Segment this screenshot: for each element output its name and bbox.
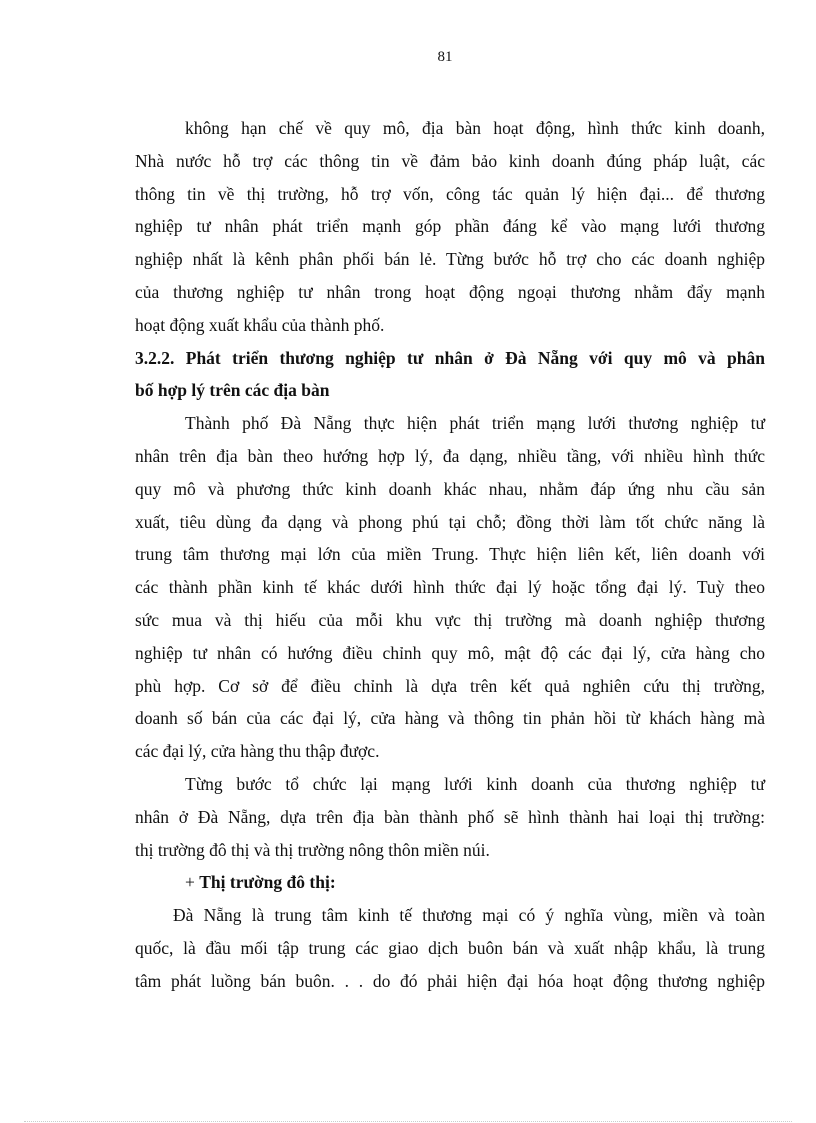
text-line: của thương nghiệp tư nhân trong hoạt động ngoại thương nhằm đẩy mạnh [135, 281, 765, 302]
page-bottom-rule [24, 1121, 792, 1122]
text-line: sức mua và thị hiếu của mỗi khu vực thị trường mà doanh nghiệp thương [135, 609, 765, 630]
paragraph-3 [135, 768, 765, 866]
text-line: không hạn chế về quy mô, địa bàn hoạt động, hình thức kinh doanh, [185, 118, 765, 138]
document-body [135, 112, 765, 998]
subheading-prefix: + [185, 872, 200, 893]
text-line: Thành phố Đà Nẵng thực hiện phát triển mạng lưới thương nghiệp tư [185, 413, 765, 434]
text-line: nghiệp tư nhân có hướng điều chỉnh quy mô, mật độ các đại lý, cửa hàng cho [135, 642, 765, 663]
text-line: trung tâm thương mại lớn của miền Trung. Thực hiện liên kết, liên doanh với [135, 544, 765, 565]
text-line: Nhà nước hỗ trợ các thông tin về đảm bảo kinh doanh đúng pháp luật, các [135, 150, 765, 171]
text-line: nghiệp tư nhân phát triển mạnh góp phần đáng kể vào mạng lưới thương [135, 216, 765, 237]
text-line: tâm phát luồng bán buôn. . . do đó phải hiện đại hóa hoạt động thương nghiệp [135, 970, 765, 991]
text-line: các đại lý, cửa hàng thu thập được. [135, 741, 380, 762]
text-line: hoạt động xuất khẩu của thành phố. [135, 314, 385, 335]
text-line: nhân ở Đà Nẵng, dựa trên địa bàn thành phố sẽ hình thành hai loại thị trường: [135, 806, 765, 827]
paragraph-4 [135, 899, 765, 997]
heading-line: bố hợp lý trên các địa bàn [135, 380, 330, 401]
text-line: quốc, là đầu mối tập trung các giao dịch buôn bán và xuất nhập khẩu, là trung [135, 937, 765, 958]
text-line: phù hợp. Cơ sở để điều chỉnh là dựa trên kết quả nghiên cứu thị trường, [135, 675, 765, 696]
subheading-label: Thị trường đô thị: [199, 872, 336, 893]
text-line: Từng bước tổ chức lại mạng lưới kinh doanh của thương nghiệp tư [185, 773, 765, 794]
text-line: thông tin về thị trường, hỗ trợ vốn, công tác quản lý hiện đại... để thương [135, 183, 765, 204]
text-line: quy mô và phương thức kinh doanh khác nhau, nhằm đáp ứng nhu cầu sản [135, 478, 765, 499]
paragraph-2 [135, 407, 765, 768]
page-number: 81 [437, 49, 453, 65]
heading-line: 3.2.2. Phát triển thương nghiệp tư nhân ở Đà Nẵng với quy mô và phân [135, 347, 765, 368]
text-line: xuất, tiêu dùng đa dạng và phong phú tại chỗ; đồng thời làm tốt chức năng là [135, 511, 765, 532]
section-heading [135, 342, 765, 408]
text-line: các thành phần kinh tế khác dưới hình thức đại lý hoặc tổng đại lý. Tuỳ theo [135, 577, 765, 598]
text-line: doanh số bán của các đại lý, cửa hàng và thông tin phản hồi từ khách hàng mà [135, 708, 765, 729]
text-line: Đà Nẵng là trung tâm kinh tế thương mại có ý nghĩa vùng, miền và toàn [173, 905, 765, 926]
text-line: nghiệp nhất là kênh phân phối bán lẻ. Từng bước hỗ trợ cho các doanh nghiệp [135, 249, 765, 270]
paragraph-1 [135, 112, 765, 342]
subheading [135, 866, 765, 899]
text-line: nhân trên địa bàn theo hướng hợp lý, đa dạng, nhiều tầng, với nhiều hình thức [135, 445, 765, 466]
text-line: thị trường đô thị và thị trường nông thôn miền núi. [135, 839, 490, 860]
